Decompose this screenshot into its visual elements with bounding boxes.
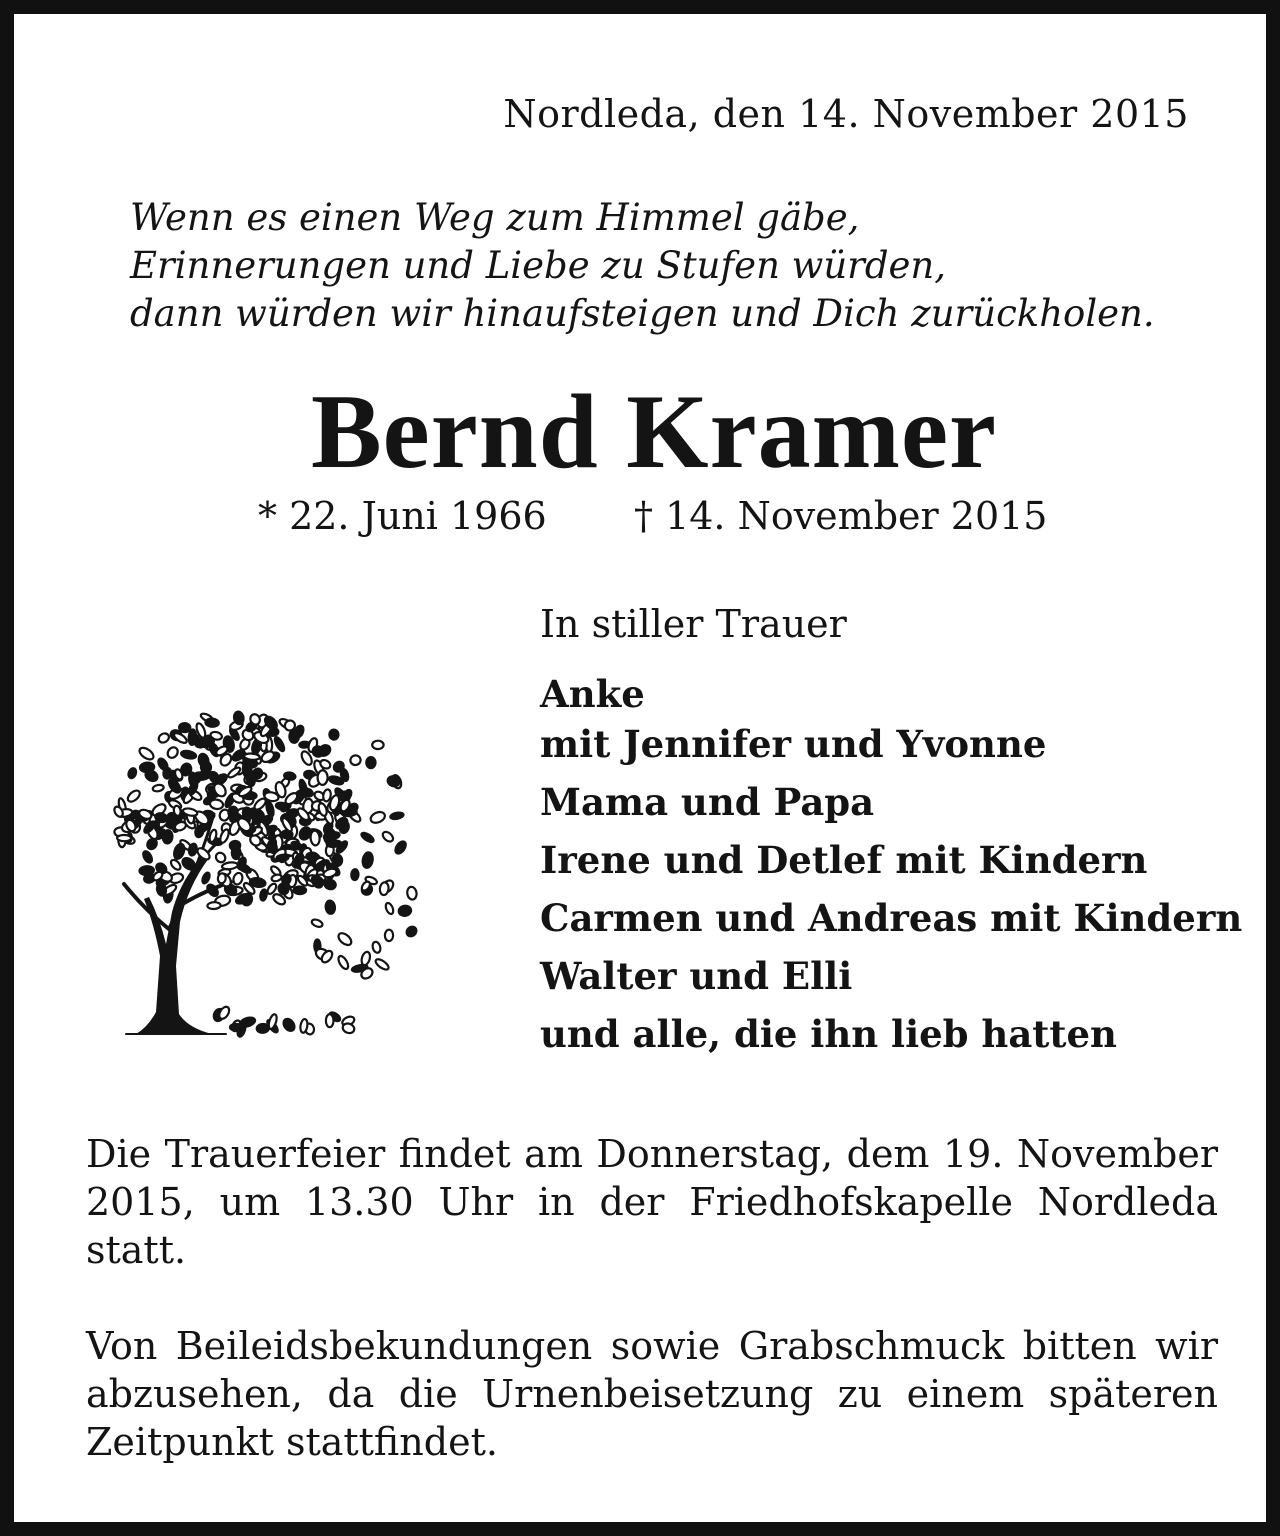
leaf-shape: [141, 850, 153, 864]
leaf-shape: [311, 918, 324, 928]
poem: [130, 194, 1230, 338]
leaf-shape: [232, 872, 244, 886]
leaf-shape: [372, 741, 383, 749]
leaf-shape: [323, 878, 337, 890]
leaf-shape: [162, 830, 173, 844]
leaf-shape: [156, 757, 169, 771]
tree-with-falling-leaves-icon: [86, 694, 426, 1044]
family-list: [540, 670, 1242, 1068]
leaf-shape: [405, 925, 419, 938]
leaf-shape: [360, 831, 375, 844]
leaf-shape: [239, 1016, 256, 1028]
leaf-shape: [228, 806, 238, 818]
leaf-shape: [341, 1022, 355, 1035]
leaf-shape: [406, 886, 417, 900]
leaf-shape: [360, 951, 371, 966]
leaf-shape: [369, 810, 386, 825]
leaf-shape: [169, 858, 182, 871]
leaf-shape: [214, 851, 227, 864]
leaf-shape: [188, 729, 196, 745]
leaf-shape: [366, 757, 375, 768]
leaf-shape: [337, 954, 351, 970]
leaf-shape: [256, 1024, 269, 1034]
death-date: † 14. November 2015: [634, 494, 1048, 538]
leaf-shape: [273, 736, 286, 753]
family-member: Anke: [540, 672, 645, 716]
leaf-shape: [289, 730, 299, 743]
leaf-shape: [362, 852, 374, 869]
leaf-shape: [384, 902, 394, 915]
leaf-shape: [227, 766, 242, 779]
leaf-shape: [229, 840, 240, 850]
condolence-info: Von Beileidsbekundungen sowie Grabschmuck bitten wir abzusehen, da die Urnenbeisetzung zu einem späteren Zeitpunkt stattfindet.: [86, 1324, 1218, 1464]
leaf-shape: [281, 1017, 296, 1033]
leaf-shape: [166, 745, 180, 759]
leaf-shape: [172, 731, 188, 744]
family-member: Carmen und Andreas mit Kindern: [540, 896, 1243, 940]
leaf-shape: [222, 862, 238, 870]
leaf-shape: [271, 874, 283, 883]
leaf-shape: [140, 762, 155, 773]
poem-line: Wenn es einen Weg zum Himmel gäbe,: [130, 196, 860, 239]
leaf-shape: [374, 957, 390, 971]
leaf-shape: [179, 723, 191, 733]
dateline: Nordleda, den 14. November 2015: [503, 92, 1189, 136]
leaf-shape: [219, 828, 231, 844]
leaf-shape: [284, 772, 296, 781]
leaf-shape: [336, 931, 353, 947]
family-member: Irene und Detlef mit Kindern: [540, 838, 1148, 882]
leaf-shape: [173, 805, 181, 816]
leaf-shape: [398, 905, 412, 917]
leaf-shape: [217, 1005, 231, 1021]
leaf-shape: [293, 886, 306, 894]
leaf-shape: [259, 889, 267, 901]
leaf-shape: [326, 840, 341, 848]
leaf-shape: [152, 784, 164, 792]
deceased-name: Bernd Kramer: [310, 373, 998, 490]
leaf-shape: [157, 732, 170, 745]
leaf-shape: [244, 753, 260, 761]
leaf-shape: [180, 750, 196, 760]
leaf-shape: [351, 869, 359, 880]
leaf-shape: [349, 754, 361, 766]
leaf-shape: [209, 799, 224, 810]
family-member: mit Jennifer und Yvonne: [540, 722, 1047, 766]
leaf-shape: [381, 830, 395, 843]
leaf-shape: [325, 900, 336, 914]
leaf-shape: [390, 812, 404, 820]
poem-line: Erinnerungen und Liebe zu Stufen würden,: [130, 244, 947, 287]
birth-date: * 22. Juni 1966: [258, 494, 547, 538]
leaf-shape: [326, 1014, 334, 1027]
leaf-shape: [393, 840, 408, 856]
leaf-shape: [217, 873, 226, 884]
family-member: und alle, die ihn lieb hatten: [540, 1012, 1117, 1056]
family-member: Walter und Elli: [540, 954, 853, 998]
leaf-shape: [126, 788, 142, 803]
leaf-shape: [276, 854, 288, 861]
leaf-shape: [201, 872, 211, 885]
leaf-shape: [138, 745, 156, 761]
leaf-shape: [242, 762, 252, 778]
leaf-shape: [379, 882, 389, 896]
funeral-info: Die Trauerfeier findet am Donnerstag, dem 19. November 2015, um 13.30 Uhr in der Friedhofskapelle Nordleda statt.: [86, 1132, 1218, 1272]
leaf-shape: [197, 753, 210, 768]
leaf-shape: [310, 830, 320, 846]
leaf-shape: [207, 902, 221, 909]
leaf-shape: [205, 718, 219, 727]
leaf-shape: [317, 770, 327, 785]
leaf-shape: [127, 767, 137, 779]
leaf-shape: [117, 835, 131, 841]
leaf-shape: [385, 930, 393, 942]
family-member: Mama und Papa: [540, 780, 875, 824]
mourning-heading: In stiller Trauer: [540, 602, 847, 646]
leaf-shape: [329, 729, 339, 740]
poem-line: dann würden wir hinaufsteigen und Dich zurückholen.: [130, 292, 1155, 335]
leaf-shape: [371, 941, 381, 954]
